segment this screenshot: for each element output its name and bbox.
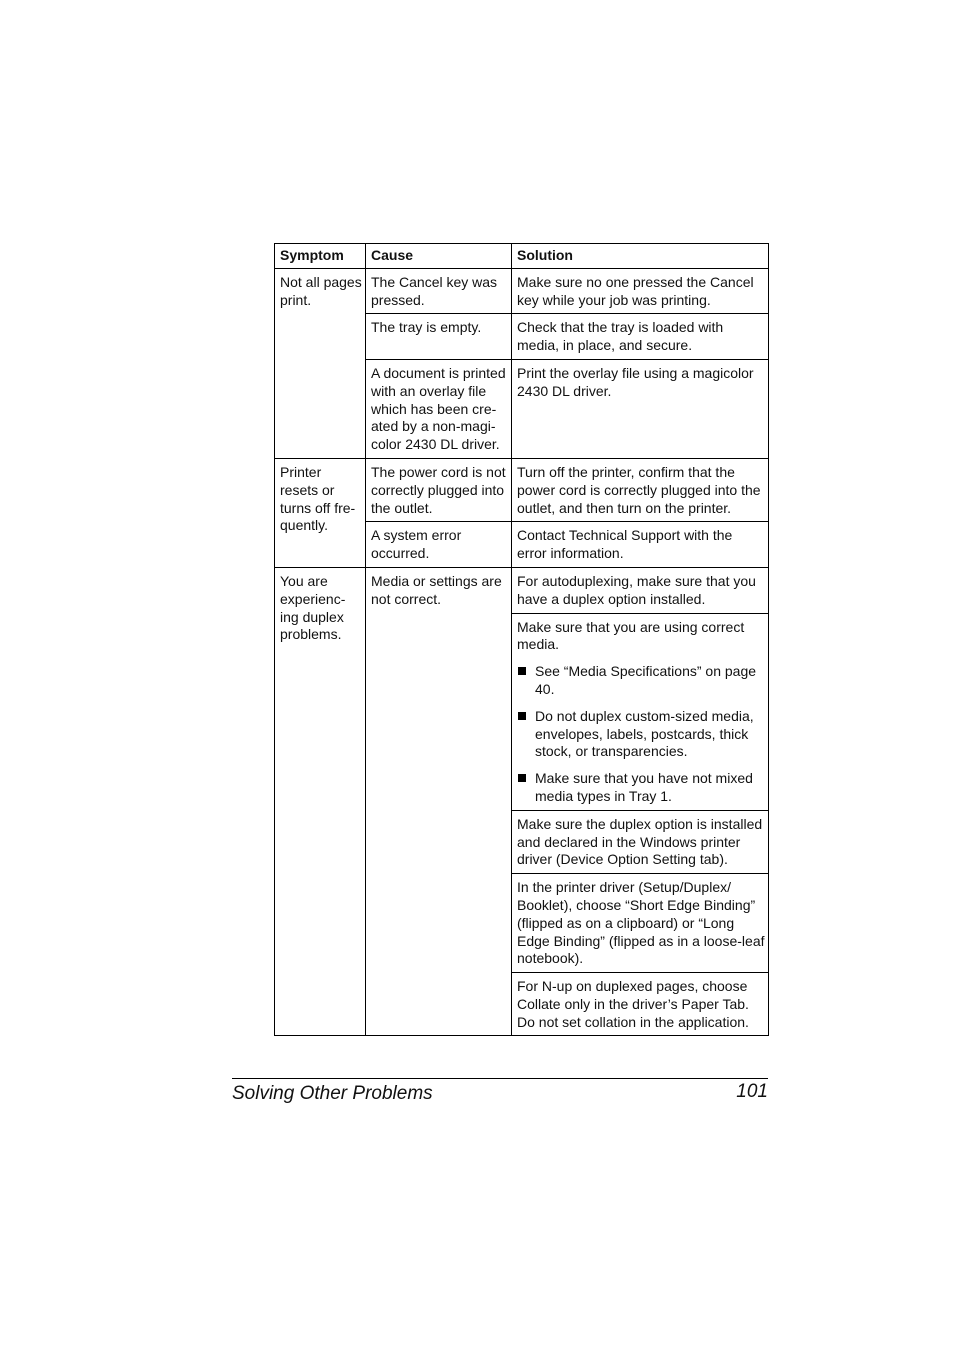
- table-header-row: [275, 244, 769, 269]
- troubleshooting-table: [274, 243, 769, 1036]
- solution-cell: Contact Technical Support with the error information.: [512, 522, 769, 568]
- header-cause: Cause: [366, 244, 512, 269]
- solution-cell: Turn off the printer, confirm that the power cord is correctly plugged into the outlet, and then turn on the printer.: [512, 458, 769, 521]
- bullet-text: Make sure that you have not mixed media types in Tray 1.: [535, 770, 753, 804]
- solution-text: Make sure that you are using correct media.: [517, 618, 745, 653]
- cause-cell: A document is printed with an overlay file which has been cre-ated by a non-magi-color 2430 DL driver.: [366, 359, 512, 458]
- bullet-text: Do not duplex custom-sized media, envelopes, labels, postcards, thick stock, or transparencies.: [535, 707, 754, 760]
- solution-cell: Make sure no one pressed the Cancel key while your job was printing.: [512, 268, 769, 314]
- symptom-cell: You are experienc-ing duplex problems.: [275, 567, 366, 1036]
- solution-cell: Make sure the duplex option is installed and declared in the Windows printer driver (Device Option Setting tab).: [512, 810, 769, 873]
- cause-cell: Media or settings are not correct.: [366, 567, 512, 1036]
- footer-section-title: Solving Other Problems: [232, 1083, 433, 1104]
- cause-cell: The Cancel key was pressed.: [366, 268, 512, 314]
- bullet-text: See “Media Specifications” on page 40.: [535, 663, 757, 697]
- table-row: [275, 567, 769, 613]
- footer-divider: [232, 1078, 768, 1079]
- header-solution: Solution: [512, 244, 769, 269]
- table-row: [275, 268, 769, 314]
- table-row: [275, 458, 769, 521]
- solution-cell: Check that the tray is loaded with media, in place, and secure.: [512, 314, 769, 360]
- cause-cell: The tray is empty.: [366, 314, 512, 360]
- solution-cell: In the printer driver (Setup/Duplex/ Booklet), choose “Short Edge Binding” (flipped as on a clipboard) or “Long Edge Binding” (flipped as in a loose-leaf notebook).: [512, 874, 769, 973]
- square-bullet-icon: [518, 712, 526, 720]
- square-bullet-icon: [518, 774, 526, 782]
- solution-cell: For autoduplexing, make sure that you have a duplex option installed.: [512, 567, 769, 613]
- page-number: 101: [736, 1081, 768, 1102]
- bullet-item: [517, 770, 765, 806]
- solution-cell: For N-up on duplexed pages, choose Collate only in the driver’s Paper Tab. Do not set collation in the application.: [512, 973, 769, 1036]
- solution-cell: [512, 613, 769, 810]
- symptom-cell: Printer resets or turns off fre-quently.: [275, 458, 366, 567]
- symptom-cell: Not all pages print.: [275, 268, 366, 458]
- bullet-item: [517, 663, 765, 699]
- cause-cell: A system error occurred.: [366, 522, 512, 568]
- solution-cell: Print the overlay file using a magicolor 2430 DL driver.: [512, 359, 769, 458]
- square-bullet-icon: [518, 667, 526, 675]
- header-symptom: Symptom: [275, 244, 366, 269]
- bullet-item: [517, 708, 765, 761]
- cause-cell: The power cord is not correctly plugged into the outlet.: [366, 458, 512, 521]
